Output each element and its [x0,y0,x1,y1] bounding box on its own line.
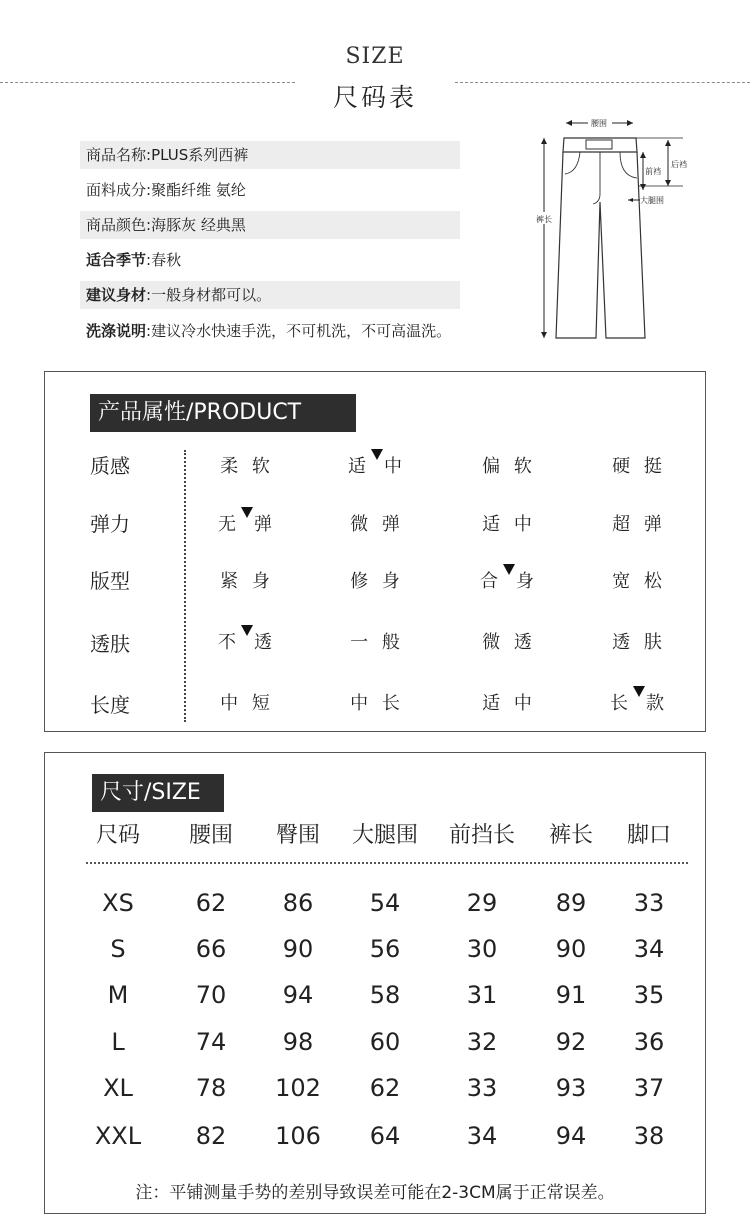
attr-option-text: 弹 [254,514,276,535]
size-value-cell: 93 [555,1074,587,1102]
attr-option-text: 适 [348,456,370,477]
size-value-cell: 37 [633,1074,665,1102]
size-value-cell: 94 [282,981,314,1009]
attr-option: 中 短 [220,693,274,714]
attr-option: 修 身 [350,571,404,592]
size-label-cell: M [107,981,129,1009]
attr-option: 硬 挺 [612,456,666,477]
attr-option: 透 肤 [612,632,666,653]
attr-option: 宽 松 [612,571,666,592]
size-value-cell: 34 [633,935,665,963]
product-attributes-tag: 产品属性/PRODUCT [90,394,356,432]
info-label: 洗涤说明 [86,322,147,340]
attr-option-text: 中 [384,456,406,477]
selected-marker-icon [633,686,645,697]
size-label-cell: L [111,1028,125,1056]
attr-option: 偏 软 [482,456,536,477]
info-value: 一般身材都可以。 [151,286,272,304]
size-value-cell: 106 [275,1122,321,1150]
info-row-fabric: 面料成分:聚酯纤维 氨纶 [86,181,246,199]
size-value-cell: 56 [369,935,401,963]
header-divider [86,862,688,864]
selected-marker-icon [241,625,253,636]
info-row-color: 商品颜色:海豚灰 经典黑 [80,211,460,239]
attr-option: 一 般 [350,632,404,653]
page-title-cn: 尺码表 [332,83,417,112]
col-header-rise: 前挡长 [448,823,515,848]
size-value-cell: 60 [369,1028,401,1056]
size-value-cell: 86 [282,889,314,917]
size-value-cell: 54 [369,889,401,917]
attr-option-text: 款 [646,693,668,714]
info-row-washing: 洗涤说明:建议冷水快速手洗，不可机洗，不可高温洗。 [86,322,452,340]
size-value-cell: 90 [555,935,587,963]
size-value-cell: 66 [195,935,227,963]
size-value-cell: 30 [466,935,498,963]
measurement-note: 注：平铺测量手势的差别导致误差可能在2-3CM属于正常误差。 [135,1183,615,1203]
attr-option-text: 不 [218,632,240,653]
size-value-cell: 64 [369,1122,401,1150]
size-value-cell: 98 [282,1028,314,1056]
size-value-cell: 34 [466,1122,498,1150]
attr-option-selected [464,567,554,593]
col-header-size: 尺码 [95,823,140,848]
info-label: 建议身材 [86,286,147,304]
page-title-en: SIZE [345,44,405,69]
attr-option-text: 长 [610,693,632,714]
size-value-cell: 78 [195,1074,227,1102]
attr-label-fit: 版型 [90,569,130,593]
size-value-cell: 58 [369,981,401,1009]
attributes-divider [184,450,186,722]
size-value-cell: 90 [282,935,314,963]
info-label: 商品颜色 [86,216,147,234]
info-row-season: 适合季节:春秋 [86,251,182,269]
label-front-rise: 前裆 [645,167,661,176]
attr-option: 紧 身 [220,571,274,592]
size-value-cell: 91 [555,981,587,1009]
size-label-cell: XS [102,889,134,917]
label-length: 裤长 [536,215,552,224]
info-row-name: 商品名称:PLUS系列西裤 [80,141,460,169]
info-value: 春秋 [151,251,182,269]
size-value-cell: 32 [466,1028,498,1056]
attr-option-text: 透 [254,632,276,653]
attr-label-elasticity: 弹力 [90,512,130,536]
selected-marker-icon [371,449,383,460]
size-value-cell: 36 [633,1028,665,1056]
size-value-cell: 92 [555,1028,587,1056]
col-header-hip: 臀围 [275,823,320,848]
attr-option: 超 弹 [612,514,666,535]
info-value: 建议冷水快速手洗，不可机洗，不可高温洗。 [151,322,452,340]
size-label-cell: XL [103,1074,133,1102]
col-header-thigh: 大腿围 [351,823,418,848]
col-header-length: 裤长 [548,823,593,848]
info-label: 面料成分 [86,181,147,199]
attr-option: 微 弹 [350,514,404,535]
attr-option-text: 合 [480,571,502,592]
col-header-hem: 脚口 [626,823,671,848]
attr-option-selected [202,628,292,654]
attr-option-selected [594,689,684,715]
pants-measurement-diagram [528,112,698,347]
info-label: 适合季节 [86,251,147,269]
size-value-cell: 70 [195,981,227,1009]
size-value-cell: 29 [466,889,498,917]
attr-option-selected [332,452,422,478]
size-value-cell: 94 [555,1122,587,1150]
size-value-cell: 89 [555,889,587,917]
selected-marker-icon [241,507,253,518]
col-header-waist: 腰围 [188,823,233,848]
size-value-cell: 38 [633,1122,665,1150]
size-value-cell: 33 [633,889,665,917]
label-thigh: 大腿围 [640,196,664,205]
size-value-cell: 33 [466,1074,498,1102]
size-value-cell: 62 [195,889,227,917]
size-value-cell: 31 [466,981,498,1009]
size-value-cell: 102 [275,1074,321,1102]
info-label: 商品名称 [86,146,147,164]
size-value-cell: 62 [369,1074,401,1102]
label-waist: 腰围 [591,119,607,128]
attr-option: 适 中 [482,514,536,535]
attr-option: 柔 软 [220,456,274,477]
attr-option-text: 无 [218,514,240,535]
attr-option-selected [202,510,292,536]
label-back-rise: 后裆 [671,160,687,169]
attr-option: 适 中 [482,693,536,714]
size-label-cell: XXL [94,1122,142,1150]
size-value-cell: 74 [195,1028,227,1056]
attr-label-sheerness: 透肤 [90,632,130,656]
attr-label-texture: 质感 [90,454,130,478]
info-value: PLUS系列西裤 [151,146,249,164]
attr-option: 微 透 [482,632,536,653]
size-value-cell: 35 [633,981,665,1009]
info-row-body: 建议身材:一般身材都可以。 [80,281,460,309]
size-table-tag: 尺寸/SIZE [92,774,224,812]
size-value-cell: 82 [195,1122,227,1150]
selected-marker-icon [503,564,515,575]
info-value: 聚酯纤维 氨纶 [151,181,246,199]
attr-option: 中 长 [350,693,404,714]
info-value: 海豚灰 经典黑 [151,216,246,234]
size-label-cell: S [110,935,126,963]
attr-label-length: 长度 [90,693,130,717]
attr-option-text: 身 [516,571,538,592]
